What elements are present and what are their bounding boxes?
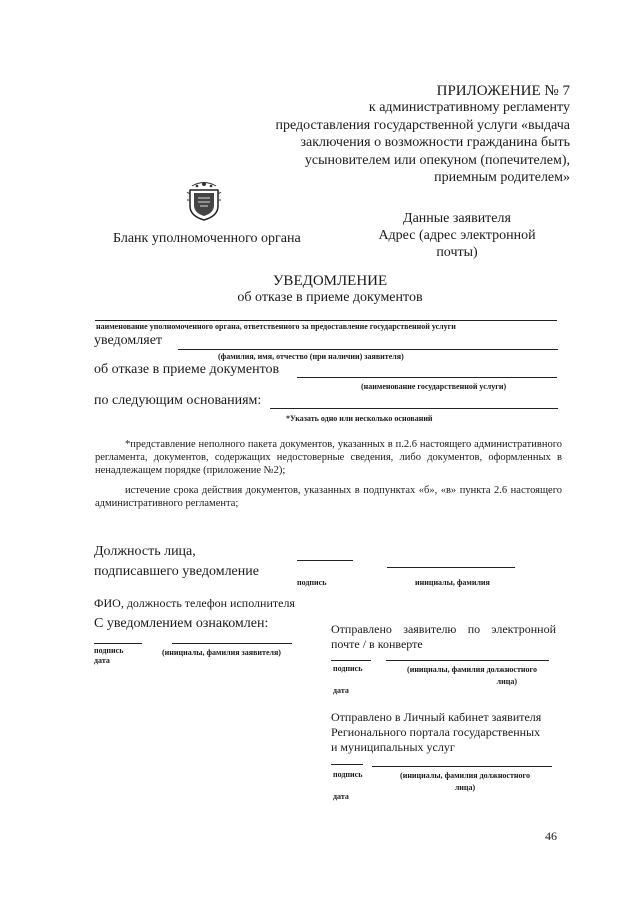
grounds-line [270,408,558,409]
sent-email-initials-caption-2: лица) [496,677,517,686]
appendix-line-2: предоставления государственной услуги «выдача [275,117,570,133]
initials-caption: инициалы, фамилия [415,578,490,587]
sent-portal-line-1: Отправлено в Личный кабинет заявителя [331,710,542,724]
sent-email-initials-caption-1: (инициалы, фамилия должностного [407,665,537,674]
service-caption: (наименование государственной услуги) [361,382,507,391]
appendix-line-5: приемным родителем» [434,170,570,185]
coat-of-arms-emblem [186,180,222,227]
service-name-line [297,377,557,378]
sent-email-text [331,622,556,652]
grounds-note: *Указать одно или несколько оснований [286,414,433,423]
address-line-2: почты) [436,245,478,260]
sent-portal-initials-line [372,766,552,767]
org-caption: наименование уполномоченного органа, ответственного за предоставление государственной услуги [96,322,456,331]
appendix-title: ПРИЛОЖЕНИЕ № 7 [436,83,570,99]
page-number: 46 [545,829,557,843]
reason-1: *представление неполного пакета документов, указанных в п.2.6 настоящего административного регламента, документов, содержащих недостоверные сведения, либо документов, оформленных в ненадлежащем порядке (приложение №2); [95,439,562,476]
signature-line [297,560,353,561]
blank-label: Бланк уполномоченного органа [113,231,301,246]
sent-email-date-caption: дата [333,686,349,695]
sent-portal-line-2: Регионального портала государственных [331,725,541,739]
sent-email-initials-caption [387,664,557,688]
org-name-line [95,320,557,321]
refusal-label: об отказе в приеме документов [94,362,280,377]
appendix-text [275,99,570,187]
appendix-line-3: заключения о возможности гражданина быть [300,135,570,150]
sent-email-sign-caption: подпись [333,664,363,673]
acquainted-sign-caption: подпись [94,646,124,655]
notifies-label: уведомляет [94,333,163,348]
reason-2: истечение срока действия документов, указанных в подпунктах «б», «в» пункта 2.6 настоящего административного регламента; [95,485,562,509]
applicant-data: Данные заявителя [403,211,511,226]
sent-portal-line-3: и муниципальных услуг [331,740,455,754]
appendix-line-1: к административному регламенту [368,100,570,115]
sent-email-sign-line [331,660,371,661]
sent-portal-sign-caption: подпись [333,770,363,779]
signer-position [94,542,259,582]
acquainted-sign-line [94,643,142,644]
executor-info: ФИО, должность телефон исполнителя [94,596,295,610]
sent-portal-initials-caption-1: (инициалы, фамилия должностного [400,771,530,780]
signer-position-line-2: подписавшего уведомление [94,564,259,579]
sent-portal-sign-line [331,764,363,765]
sent-portal-initials-caption-2: лица) [454,783,476,792]
acquainted-date-caption: дата [94,656,110,665]
acquainted-label: С уведомлением ознакомлен: [94,616,269,631]
initials-line [387,567,515,568]
address-line-1: Адрес (адрес электронной [378,228,536,243]
notice-subtitle: об отказе в приеме документов [237,290,423,305]
sent-email-initials-line [386,660,549,661]
applicant-address-block [362,210,552,261]
sent-email-line-2: почте / в конверте [331,637,423,651]
sent-email-line-1: Отправлено заявителю по электронной [331,622,556,636]
grounds-label: по следующим основаниям: [94,393,262,408]
signature-caption: подпись [297,578,327,587]
sent-portal-initials-caption [380,770,550,794]
acquainted-initials-caption: (инициалы, фамилия заявителя) [162,648,281,657]
notice-title: УВЕДОМЛЕНИЕ [272,273,388,289]
fio-caption: (фамилия, имя, отчество (при наличии) заявителя) [218,352,404,361]
applicant-name-line [178,349,558,350]
appendix-line-4: усыновителем или опекуном (попечителем), [304,152,570,168]
sent-portal-text [331,710,556,755]
sent-portal-date-caption: дата [333,792,349,801]
acquainted-initials-line [172,643,292,644]
signer-position-line-1: Должность лица, [94,544,196,559]
